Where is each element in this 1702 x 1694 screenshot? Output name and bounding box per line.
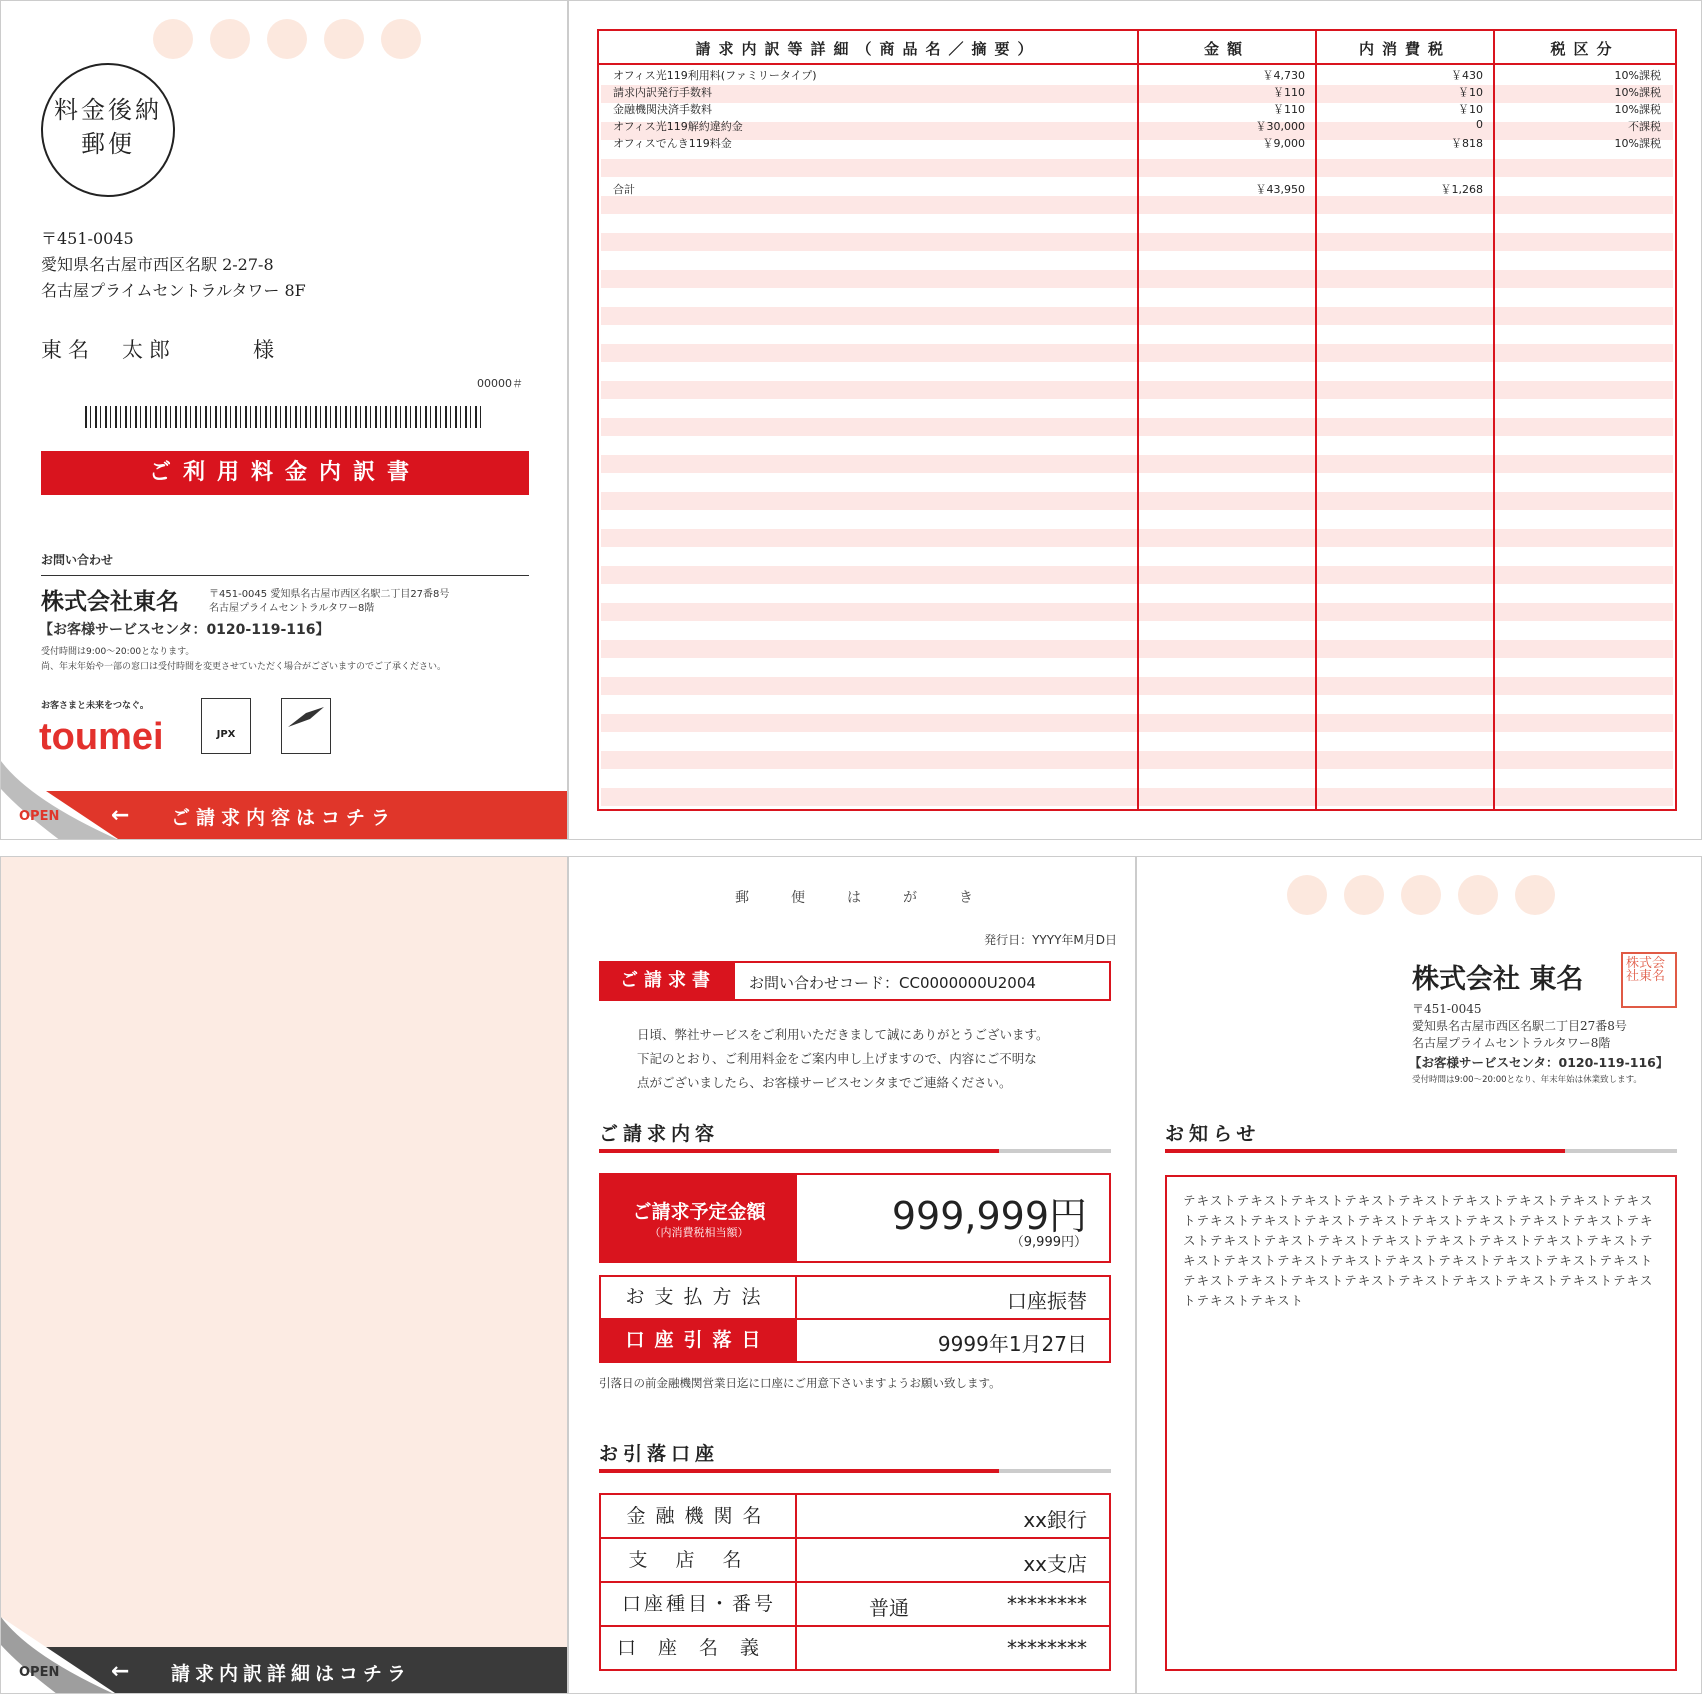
decor-dots xyxy=(1287,875,1555,915)
account-number-value: ******** xyxy=(1007,1592,1087,1616)
header-tax: 内消費税 xyxy=(1358,40,1451,58)
bank-value: xx銀行 xyxy=(1023,1508,1087,1532)
detail-item-category: 10%課税 xyxy=(1614,137,1661,150)
amount-sublabel: （内消費税相当額） xyxy=(649,1226,749,1239)
company-address2: 名古屋プライムセントラルタワー8階 xyxy=(209,603,375,614)
cover-panel xyxy=(0,0,568,840)
divider xyxy=(41,575,529,576)
section-rule xyxy=(1165,1149,1677,1153)
address-line1: 愛知県名古屋市西区名駅二丁目27番8号 xyxy=(1412,1019,1627,1033)
section-rule xyxy=(599,1469,1111,1473)
detail-item-name: 請求内訳発行手数料 xyxy=(613,86,712,99)
detail-item-category: 10%課税 xyxy=(1614,103,1661,116)
detail-item-amount: ￥9,000 xyxy=(1262,137,1305,150)
inquiry-label: お問い合わせ xyxy=(41,553,114,567)
debit-date-value: 9999年1月27日 xyxy=(937,1332,1087,1356)
branch-value: xx支店 xyxy=(1023,1552,1087,1576)
customer-code: 00000＃ xyxy=(477,377,523,390)
greeting-line3: 点がございましたら、お客様サービスセンタまでご連絡ください。 xyxy=(637,1075,1012,1090)
total-label: 合計 xyxy=(613,183,635,196)
holiday-note: 尚、年末年始や一部の窓口は受付時間を変更させていただく場合がございますのでご了承ください。 xyxy=(41,662,447,672)
invoice-header-box xyxy=(599,961,1111,1001)
hagaki-char: き xyxy=(959,890,973,906)
service-center: 【お客様サービスセンタ：0120-119-116】 xyxy=(1409,1055,1669,1070)
pay-method-value: 口座振替 xyxy=(1007,1289,1087,1313)
section-account-title: お引落口座 xyxy=(599,1443,720,1465)
page-curl-icon xyxy=(1,761,131,840)
title-banner: ご利用料金内訳書 xyxy=(41,451,529,495)
notice-title: お知らせ xyxy=(1165,1123,1261,1145)
detail-item-amount: ￥110 xyxy=(1273,86,1305,99)
decor-dots xyxy=(153,19,421,59)
hours-note: 受付時間は9:00～20:00となり、年末年始は休業致します。 xyxy=(1412,1075,1642,1085)
account-type-value: 普通 xyxy=(869,1596,909,1620)
detail-panel xyxy=(568,0,1702,840)
postage-stamp xyxy=(41,63,175,197)
detail-item-tax: ￥430 xyxy=(1451,69,1483,82)
detail-item-tax: 0 xyxy=(1476,118,1483,131)
total-tax: ￥1,268 xyxy=(1440,183,1483,196)
arrow-left-icon: ← xyxy=(111,1659,130,1684)
hagaki-char: が xyxy=(903,890,917,906)
jpx-logo: JPX xyxy=(201,698,251,754)
invoice-badge: ご請求書 xyxy=(601,963,735,999)
tagline: お客さまと未来をつなぐ。 xyxy=(41,701,149,711)
recipient-name: 東名 太郎 xyxy=(41,338,176,362)
account-name-label: 口座名義 xyxy=(616,1637,781,1659)
payment-box xyxy=(599,1275,1111,1363)
notice-panel xyxy=(1136,856,1702,1694)
detail-item-tax: ￥10 xyxy=(1458,103,1483,116)
company-seal: 株式会社東名 xyxy=(1621,952,1677,1008)
hagaki-char: 便 xyxy=(791,890,805,906)
account-box xyxy=(599,1493,1111,1671)
section-rule xyxy=(599,1149,1111,1153)
amount-value: 999,999円 xyxy=(891,1194,1087,1238)
address-line1: 愛知県名古屋市西区名駅 2-27-8 xyxy=(41,255,274,274)
header-item: 請求内訳等詳細（商品名／摘要） xyxy=(695,40,1041,58)
detail-item-amount: ￥30,000 xyxy=(1255,120,1305,133)
detail-item-category: 10%課税 xyxy=(1614,86,1661,99)
hagaki-char: は xyxy=(847,890,861,906)
greeting-line2: 下記のとおり、ご利用料金をご案内申し上げますので、内容にご不明な xyxy=(637,1051,1037,1066)
detail-item-category: 不課税 xyxy=(1628,120,1661,133)
company-name: 株式会社 東名 xyxy=(1412,964,1584,995)
pay-method-label: お支払方法 xyxy=(601,1277,797,1318)
detail-item-amount: ￥4,730 xyxy=(1262,69,1305,82)
postal-code: 〒451-0045 xyxy=(41,229,134,248)
address-line2: 名古屋プライムセントラルタワー8階 xyxy=(1412,1036,1611,1050)
debit-date-label: 口座引落日 xyxy=(601,1320,797,1361)
invoice-panel xyxy=(568,856,1136,1694)
account-type-label: 口座種目・番号 xyxy=(621,1593,776,1615)
open-tab-label: ご請求内容はコチラ xyxy=(171,807,397,829)
open-label: OPEN xyxy=(19,1665,60,1680)
issue-date: 発行日：YYYY年M月D日 xyxy=(984,933,1117,947)
notice-body: テキストテキストテキストテキストテキストテキストテキストテキストテキストテキストテキストテキストテキストテキストテキストテキストテキストテキストテキストテキストテキストテキストテキストテキストテキストテキストテキストテキストテキストテキストテキストテキストテキストテキストテキストテキストテキストテキストテキストテキストテキストテキストテキストテキストテキストテキスト xyxy=(1165,1175,1677,1671)
hagaki-char: 郵 xyxy=(735,890,749,906)
detail-item-name: オフィス光119利用料(ファミリータイプ) xyxy=(613,69,817,82)
stamp-line2: 郵便 xyxy=(81,130,135,158)
section-billing-title: ご請求内容 xyxy=(599,1123,720,1145)
detail-item-tax: ￥818 xyxy=(1451,137,1483,150)
detail-item-name: オフィスでんき119料金 xyxy=(613,137,732,150)
honorific: 様 xyxy=(253,338,274,362)
stamp-line1: 料金後納 xyxy=(54,96,162,124)
postal-barcode xyxy=(85,406,485,428)
debit-note: 引落日の前金融機関営業日迄に口座にご用意下さいますようお願い致します。 xyxy=(599,1376,1001,1390)
header-amount: 金額 xyxy=(1203,40,1250,58)
detail-table xyxy=(597,29,1677,811)
amount-box xyxy=(599,1173,1111,1263)
back-panel xyxy=(0,856,568,1694)
amount-label: ご請求予定金額 xyxy=(632,1201,766,1223)
open-label: OPEN xyxy=(19,809,60,824)
company-name: 株式会社東名 xyxy=(41,588,179,615)
greeting-line1: 日頃、弊社サービスをご利用いただきまして誠にありがとうございます。 xyxy=(637,1027,1049,1042)
detail-item-amount: ￥110 xyxy=(1273,103,1305,116)
hours-note: 受付時間は9:00～20:00となります。 xyxy=(41,647,195,657)
inquiry-code: お問い合わせコード：CC0000000U2004 xyxy=(749,974,1036,992)
company-address1: 〒451-0045 愛知県名古屋市西区名駅二丁目27番8号 xyxy=(209,589,450,600)
detail-item-name: 金融機関決済手数料 xyxy=(613,103,712,116)
open-tab-back-label: 請求内訳詳細はコチラ xyxy=(171,1663,412,1685)
amount-tax: （9,999円） xyxy=(1010,1235,1087,1250)
account-name-value: ******** xyxy=(1007,1636,1087,1660)
detail-item-name: オフィス光119解約違約金 xyxy=(613,120,743,133)
branch-label: 支店名 xyxy=(628,1549,770,1571)
page-curl-icon xyxy=(1,1617,131,1694)
header-category: 税区分 xyxy=(1550,40,1620,58)
detail-item-tax: ￥10 xyxy=(1458,86,1483,99)
detail-table-header xyxy=(599,31,1675,65)
detail-item-category: 10%課税 xyxy=(1614,69,1661,82)
service-center: 【お客様サービスセンタ：0120-119-116】 xyxy=(39,622,330,638)
total-amount: ￥43,950 xyxy=(1255,183,1305,196)
brand-logo: toumei xyxy=(39,716,164,758)
amount-label-cell xyxy=(601,1175,797,1261)
postal-code: 〒451-0045 xyxy=(1412,1002,1482,1016)
arrow-left-icon: ← xyxy=(111,803,130,828)
bank-label: 金融機関名 xyxy=(626,1505,772,1527)
bird-logo-icon xyxy=(281,698,331,754)
address-line2: 名古屋プライムセントラルタワー 8F xyxy=(41,281,306,300)
